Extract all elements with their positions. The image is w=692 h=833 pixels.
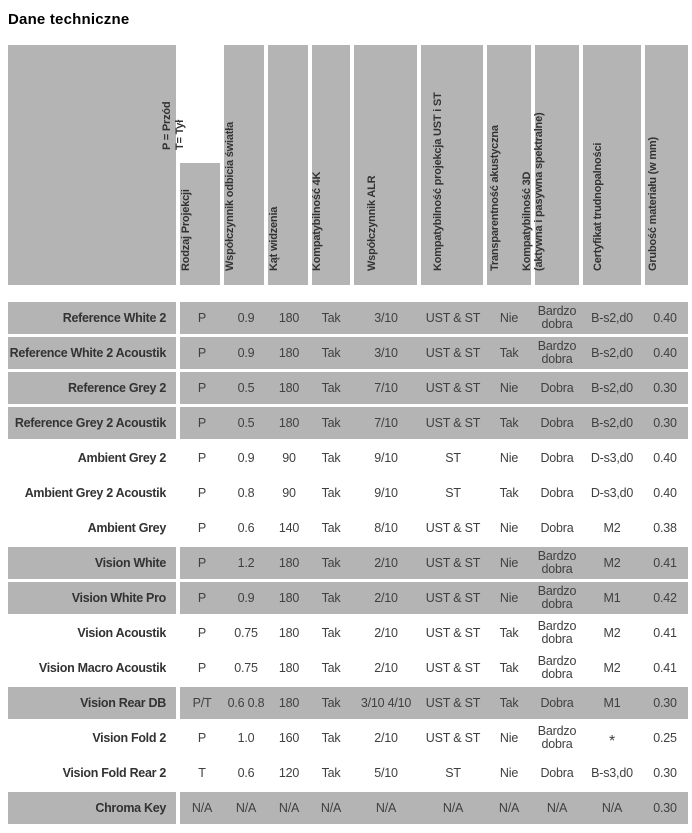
cell: Tak — [499, 625, 519, 640]
cell: N/A — [375, 800, 397, 815]
cell: B-s2,d0 — [591, 310, 633, 325]
row-data-strip — [180, 547, 688, 579]
cell: 90 — [282, 450, 296, 465]
cell: 0.75 — [234, 625, 258, 640]
cell: ST — [445, 765, 461, 780]
cell: B-s2,d0 — [591, 380, 633, 395]
row-label: Ambient Grey 2 Acoustik — [8, 477, 176, 509]
cell: N/A — [546, 800, 568, 815]
table-row — [8, 547, 688, 579]
cell: 2/10 — [374, 660, 398, 675]
cell: N/A — [320, 800, 342, 815]
column-header-7 — [521, 45, 579, 285]
row-label: Reference White 2 Acoustik — [8, 337, 176, 369]
column-header-3 — [308, 45, 350, 285]
cell: UST & ST — [425, 415, 481, 430]
column-header-text-line2: (aktywna i pasywna spektralne) — [533, 112, 545, 271]
cell: Nie — [499, 555, 519, 570]
row-label: Reference Grey 2 Acoustik — [8, 407, 176, 439]
cell: Dobra — [540, 765, 574, 780]
technical-data-table — [8, 45, 688, 827]
cell: 0.42 — [653, 590, 677, 605]
cell: UST & ST — [425, 380, 481, 395]
cell: P — [197, 660, 207, 675]
row-label: Vision Acoustik — [8, 617, 176, 649]
column-header-label-8 — [592, 143, 605, 271]
cell: 5/10 — [374, 765, 398, 780]
column-header-label-2 — [268, 207, 281, 271]
cell: P — [197, 450, 207, 465]
row-label: Vision Fold Rear 2 — [8, 757, 176, 789]
cell: 140 — [278, 520, 300, 535]
cell: 180 — [278, 660, 300, 675]
cell: 3/10 — [374, 345, 398, 360]
row-label: Vision Fold 2 — [8, 722, 176, 754]
column-header-2 — [264, 45, 308, 285]
row-data-strip — [180, 582, 688, 614]
cell: M2 — [603, 625, 621, 640]
column-header-text: Kompatybilność 3D — [521, 171, 533, 271]
cell: 180 — [278, 625, 300, 640]
cell: 0.40 — [653, 450, 677, 465]
cell: P — [197, 415, 207, 430]
table-row — [8, 687, 688, 719]
cell: Dobra — [540, 415, 574, 430]
table-row — [8, 337, 688, 369]
cell: P — [197, 520, 207, 535]
cell: Tak — [499, 415, 519, 430]
cell: P — [197, 380, 207, 395]
cell: Nie — [499, 765, 519, 780]
cell: Bardzo dobra — [537, 654, 577, 681]
cell: 0.9 — [237, 590, 255, 605]
cell: 0.40 — [653, 310, 677, 325]
column-header-text: Certyfikat trudnopalności — [592, 142, 604, 271]
cell: Dobra — [540, 450, 574, 465]
table-row — [8, 792, 688, 824]
column-header-9 — [641, 45, 688, 285]
cell: P — [197, 730, 207, 745]
column-header-label-9 — [647, 137, 660, 271]
cell: Tak — [321, 695, 341, 710]
cell: Tak — [321, 730, 341, 745]
cell: 0.30 — [653, 695, 677, 710]
cell: UST & ST — [425, 520, 481, 535]
column-header-1 — [220, 45, 264, 285]
column-header-label-6 — [489, 125, 502, 271]
cell: Nie — [499, 310, 519, 325]
cell: P — [197, 590, 207, 605]
cell: 3/10 4/10 — [360, 695, 412, 710]
cell: M2 — [603, 660, 621, 675]
column-header-text: Kąt widzenia — [268, 206, 280, 271]
cell: 0.25 — [653, 730, 677, 745]
cell: Nie — [499, 730, 519, 745]
table-row — [8, 757, 688, 789]
cell: 0.6 — [237, 520, 255, 535]
row-data-strip — [180, 477, 688, 509]
row-label: Ambient Grey 2 — [8, 442, 176, 474]
projection-legend — [161, 102, 187, 150]
row-data-strip — [180, 512, 688, 544]
cell: 2/10 — [374, 590, 398, 605]
cell: 180 — [278, 415, 300, 430]
cell: 9/10 — [374, 450, 398, 465]
table-row — [8, 372, 688, 404]
cell: 0.41 — [653, 660, 677, 675]
cell: Nie — [499, 450, 519, 465]
cell: Tak — [499, 660, 519, 675]
cell: P — [197, 485, 207, 500]
cell: Tak — [499, 485, 519, 500]
table-header — [8, 45, 688, 285]
table-body — [8, 302, 688, 824]
row-label: Vision Macro Acoustik — [8, 652, 176, 684]
row-label: Vision White — [8, 547, 176, 579]
column-header-0 — [161, 45, 220, 285]
cell: Tak — [321, 380, 341, 395]
cell: Nie — [499, 520, 519, 535]
cell: Tak — [321, 520, 341, 535]
table-row — [8, 477, 688, 509]
projection-legend-line1: P = Przód — [161, 101, 173, 150]
cell: 0.30 — [653, 765, 677, 780]
column-header-text: Transparentność akustyczna — [489, 125, 501, 271]
cell: B-s3,d0 — [591, 765, 633, 780]
cell: P — [197, 555, 207, 570]
row-label: Chroma Key — [8, 792, 176, 824]
cell: 180 — [278, 590, 300, 605]
cell: UST & ST — [425, 310, 481, 325]
cell: 2/10 — [374, 555, 398, 570]
cell: Dobra — [540, 520, 574, 535]
header-corner-block — [8, 45, 176, 285]
cell: 0.30 — [653, 800, 677, 815]
cell: Bardzo dobra — [537, 584, 577, 611]
column-header-label-3 — [311, 172, 324, 271]
cell: Dobra — [540, 380, 574, 395]
column-header-text: Współczynnik ALR — [365, 175, 378, 271]
cell: 180 — [278, 695, 300, 710]
cell: D-s3,d0 — [590, 450, 634, 465]
cell: UST & ST — [425, 660, 481, 675]
table-row — [8, 582, 688, 614]
cell: 180 — [278, 555, 300, 570]
cell: N/A — [235, 800, 257, 815]
column-header-label-0 — [180, 189, 193, 271]
cell: 0.30 — [653, 380, 677, 395]
row-data-strip — [180, 687, 688, 719]
cell: B-s2,d0 — [591, 345, 633, 360]
cell: 3/10 — [374, 310, 398, 325]
cell: N/A — [278, 800, 300, 815]
row-data-strip — [180, 372, 688, 404]
cell: P — [197, 310, 207, 325]
cell: UST & ST — [425, 555, 481, 570]
column-header-text: Rodzaj Projekcji — [180, 189, 192, 271]
cell: Tak — [321, 590, 341, 605]
cell: 0.9 — [237, 450, 255, 465]
cell: Tak — [321, 415, 341, 430]
cell: 0.9 — [237, 310, 255, 325]
cell: Bardzo dobra — [537, 619, 577, 646]
cell: N/A — [191, 800, 213, 815]
cell: 0.8 — [237, 485, 255, 500]
column-header-label-5 — [432, 92, 445, 271]
cell: 0.75 — [234, 660, 258, 675]
row-data-strip — [180, 337, 688, 369]
table-row — [8, 652, 688, 684]
cell: 0.9 — [237, 345, 255, 360]
cell: UST & ST — [425, 625, 481, 640]
cell: 0.38 — [653, 520, 677, 535]
cell: UST & ST — [425, 730, 481, 745]
cell: Tak — [499, 695, 519, 710]
cell: Dobra — [540, 695, 574, 710]
cell: 180 — [278, 310, 300, 325]
column-header-label-1 — [224, 122, 237, 271]
cell: B-s2,d0 — [591, 415, 633, 430]
cell: 1.0 — [237, 730, 255, 745]
cell: * — [608, 733, 616, 750]
row-data-strip — [180, 617, 688, 649]
row-label: Vision White Pro — [8, 582, 176, 614]
cell: Tak — [321, 555, 341, 570]
cell: Nie — [499, 380, 519, 395]
table-row — [8, 722, 688, 754]
cell: Tak — [321, 450, 341, 465]
cell: Tak — [321, 345, 341, 360]
cell: Tak — [321, 485, 341, 500]
cell: M1 — [603, 590, 621, 605]
row-label: Vision Rear DB — [8, 687, 176, 719]
cell: M2 — [603, 520, 621, 535]
cell: P/T — [192, 695, 212, 710]
cell: Bardzo dobra — [537, 549, 577, 576]
cell: N/A — [498, 800, 520, 815]
cell: 0.30 — [653, 415, 677, 430]
cell: 1.2 — [237, 555, 255, 570]
cell: T — [198, 765, 206, 780]
cell: 7/10 — [374, 415, 398, 430]
cell: 9/10 — [374, 485, 398, 500]
cell: 180 — [278, 380, 300, 395]
row-data-strip — [180, 302, 688, 334]
cell: M2 — [603, 555, 621, 570]
cell: Tak — [499, 345, 519, 360]
cell: 2/10 — [374, 730, 398, 745]
cell: Dobra — [540, 485, 574, 500]
column-header-text: Kompatybilność 4K — [311, 171, 323, 271]
cell: Tak — [321, 765, 341, 780]
column-header-label-7 — [521, 113, 545, 271]
column-header-5 — [417, 45, 483, 285]
cell: Bardzo dobra — [537, 339, 577, 366]
cell: Tak — [321, 310, 341, 325]
cell: Tak — [321, 660, 341, 675]
cell: 180 — [278, 345, 300, 360]
cell: UST & ST — [425, 345, 481, 360]
column-header-text: Grubość materiału (w mm) — [646, 137, 659, 271]
column-header-label-4 — [366, 176, 379, 271]
cell: 0.40 — [653, 345, 677, 360]
cell: 120 — [278, 765, 300, 780]
table-row — [8, 512, 688, 544]
cell: P — [197, 625, 207, 640]
table-row — [8, 302, 688, 334]
row-data-strip — [180, 652, 688, 684]
row-label: Reference White 2 — [8, 302, 176, 334]
cell: Nie — [499, 590, 519, 605]
page-title: Dane techniczne — [8, 11, 130, 28]
cell: ST — [445, 485, 461, 500]
cell: N/A — [601, 800, 623, 815]
cell: UST & ST — [425, 695, 481, 710]
row-data-strip — [180, 442, 688, 474]
cell: 7/10 — [374, 380, 398, 395]
row-label: Reference Grey 2 — [8, 372, 176, 404]
cell: D-s3,d0 — [590, 485, 634, 500]
cell: UST & ST — [425, 590, 481, 605]
cell: Bardzo dobra — [537, 304, 577, 331]
cell: 90 — [282, 485, 296, 500]
cell: 0.6 — [237, 765, 255, 780]
cell: 0.41 — [653, 555, 677, 570]
row-data-strip — [180, 792, 688, 824]
column-header-text: Współczynnik odbicia światła — [224, 121, 236, 271]
cell: 0.5 — [237, 380, 255, 395]
projection-legend-line2: T= Tył — [174, 119, 186, 150]
cell: 8/10 — [374, 520, 398, 535]
cell: Bardzo dobra — [537, 724, 577, 751]
cell: Tak — [321, 625, 341, 640]
cell: M1 — [603, 695, 621, 710]
cell: 0.40 — [653, 485, 677, 500]
row-data-strip — [180, 407, 688, 439]
cell: 0.5 — [237, 415, 255, 430]
column-header-4 — [350, 45, 417, 285]
cell: N/A — [442, 800, 464, 815]
table-row — [8, 442, 688, 474]
column-header-8 — [579, 45, 641, 285]
cell: 160 — [278, 730, 300, 745]
row-label: Ambient Grey — [8, 512, 176, 544]
cell: P — [197, 345, 207, 360]
column-header-text: Kompatybilność projekcja UST i ST — [432, 92, 444, 271]
cell: 0.6 0.8 — [227, 695, 265, 710]
table-row — [8, 407, 688, 439]
cell: ST — [445, 450, 461, 465]
cell: 2/10 — [374, 625, 398, 640]
row-data-strip — [180, 757, 688, 789]
row-data-strip — [180, 722, 688, 754]
cell: 0.41 — [653, 625, 677, 640]
table-row — [8, 617, 688, 649]
